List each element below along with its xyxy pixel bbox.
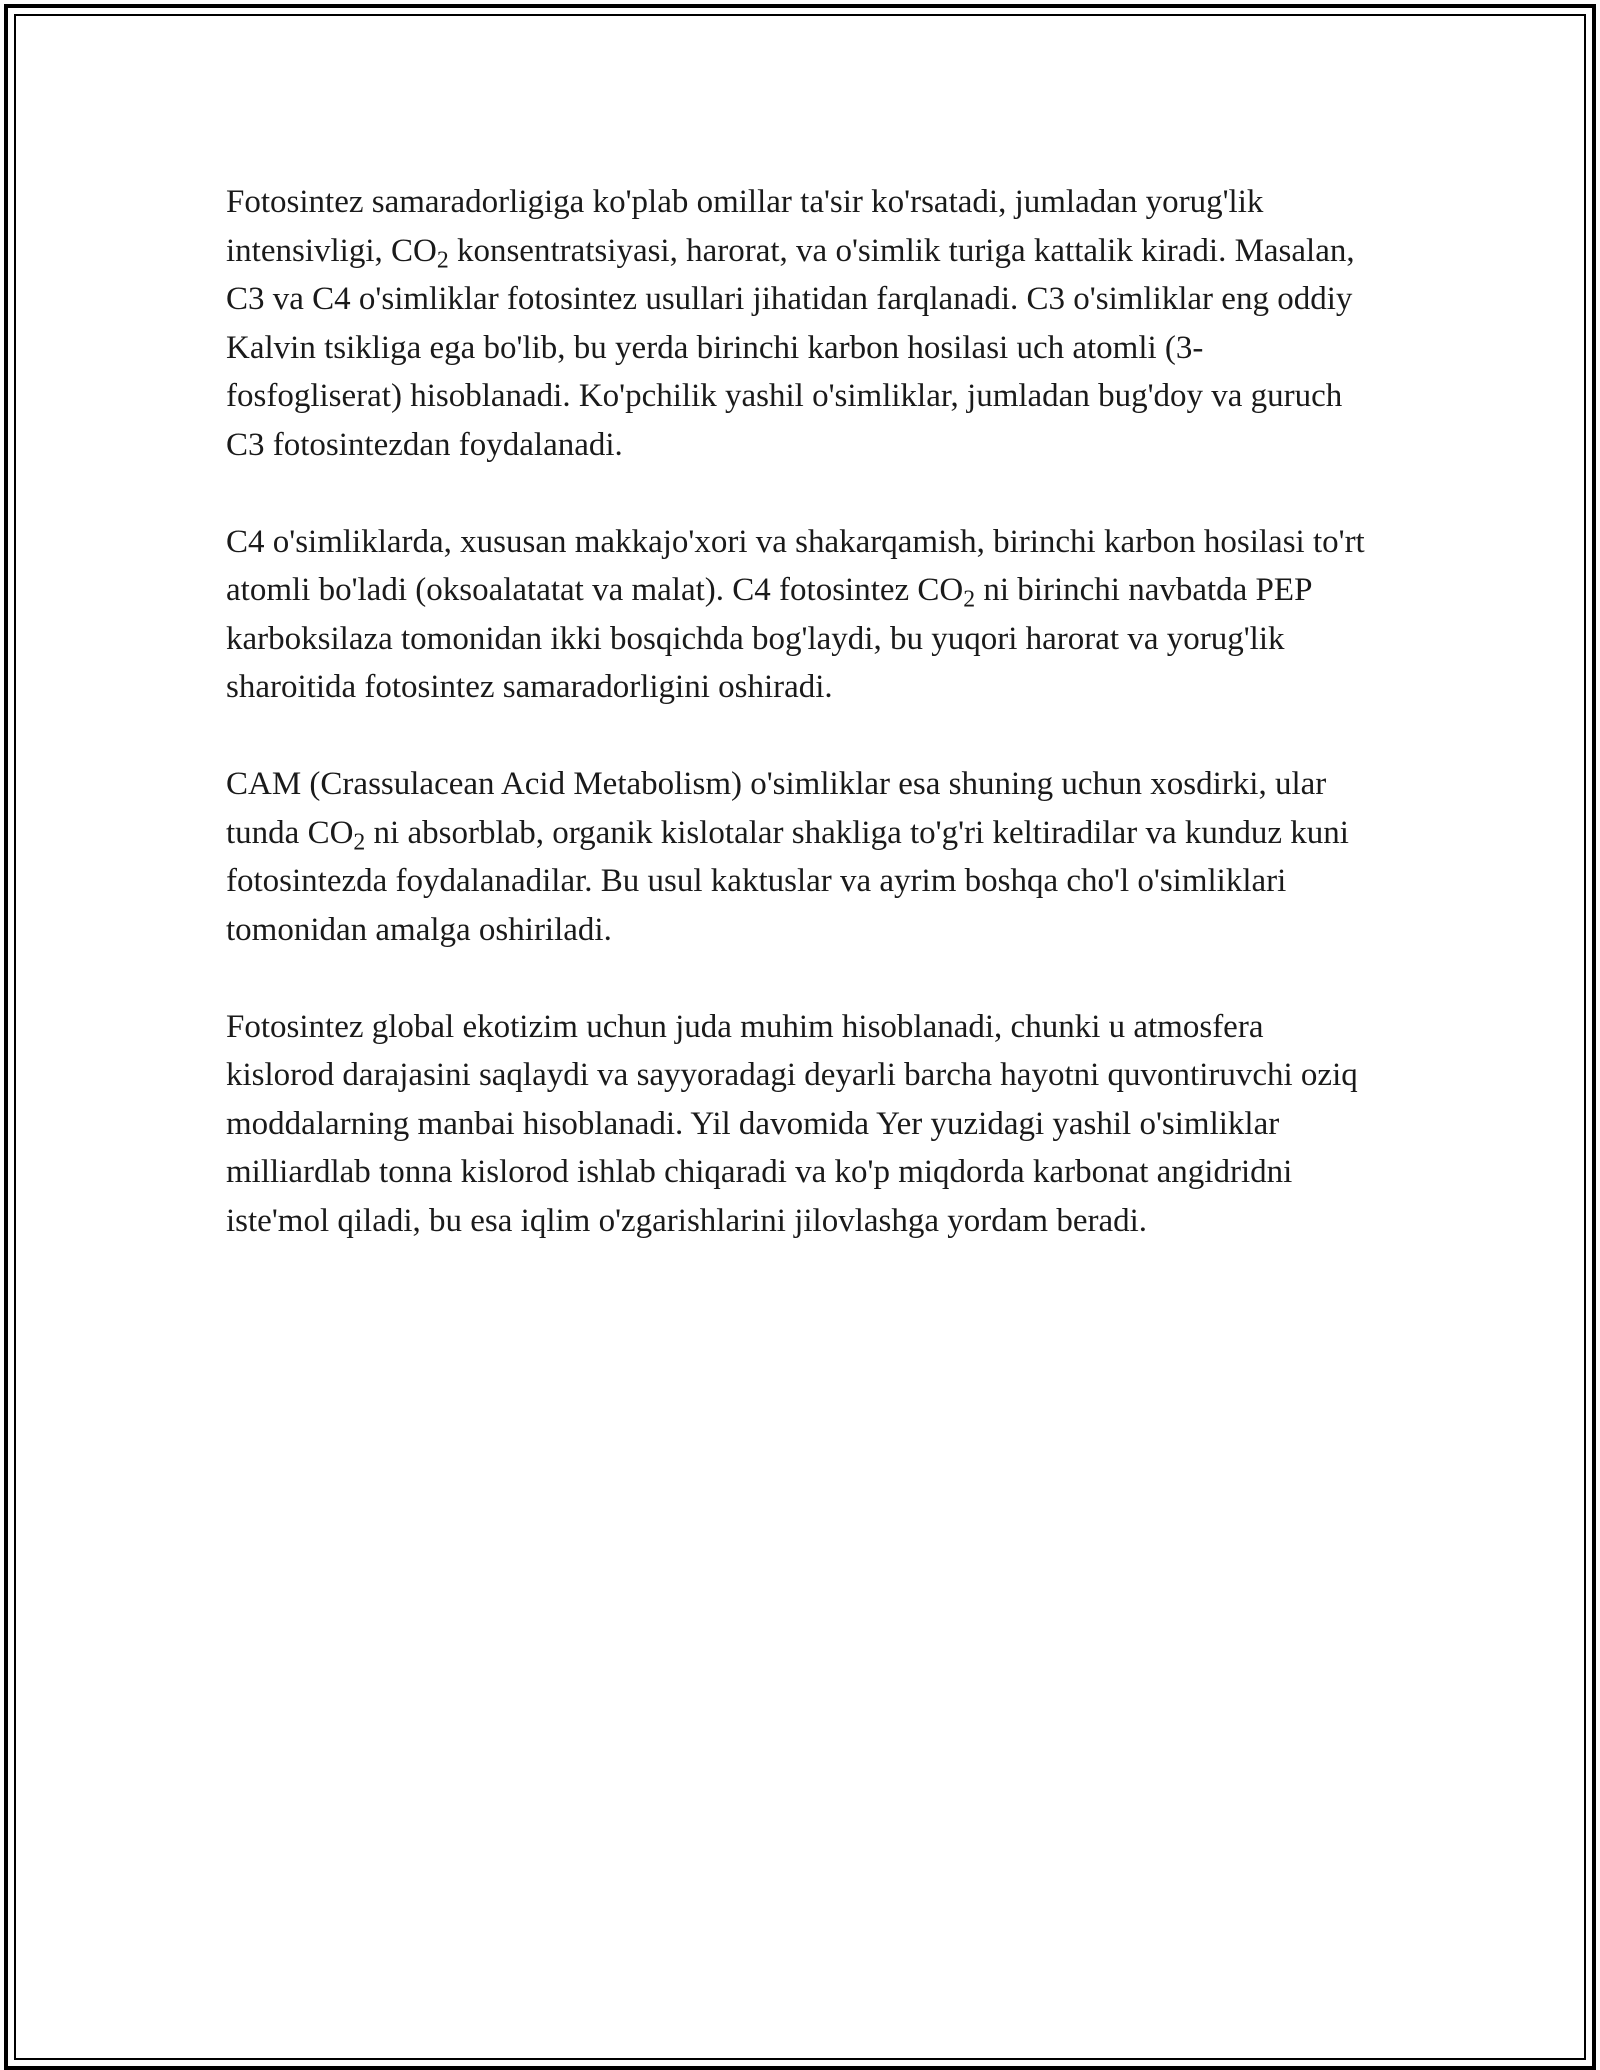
paragraph-3-text-a: CAM (Crassulacean Acid Metabolism) o'simliklar esa shuning uchun xosdirki, ular tunda CO [226, 766, 1327, 851]
paragraph-3-text-b: ni absorblab, organik kislotalar shakliga to'g'ri keltiradilar va kunduz kuni fotosintezda foydalanadilar. Bu usul kaktuslar va ayrim boshqa cho'l o'simliklari tomonidan amalga oshiriladi. [226, 814, 1349, 948]
document-body [226, 178, 1376, 1245]
subscript-2: 2 [963, 586, 976, 613]
paragraph-2 [226, 518, 1376, 712]
paragraph-1-text-b: konsentratsiyasi, harorat, va o'simlik turiga kattalik kiradi. Masalan, C3 va C4 o'simliklar fotosintez usullari jihatidan farqlanadi. C3 o'simliklar eng oddiy Kalvin tsikliga ega bo'lib, bu yerda birinchi karbon hosilasi uch atomli (3-fosfogliserat) hisoblanadi. Ko'pchilik yashil o'simliklar, jumladan bug'doy va guruch C3 fotosintezdan foydalanadi. [226, 232, 1355, 463]
paragraph-4 [226, 1003, 1376, 1246]
paragraph-1 [226, 178, 1376, 469]
paragraph-4-text: Fotosintez global ekotizim uchun juda muhim hisoblanadi, chunki u atmosfera kislorod darajasini saqlaydi va sayyoradagi deyarli barcha hayotni quvontiruvchi oziq moddalarning manbai hisoblanadi. Yil davomida Yer yuzidagi yashil o'simliklar milliardlab tonna kislorod ishlab chiqaradi va ko'p miqdorda karbonat angidridni iste'mol qiladi, bu esa iqlim o'zgarishlarini jilovlashga yordam beradi. [226, 1008, 1358, 1239]
subscript-2: 2 [436, 247, 449, 274]
paragraph-2-text-b: ni birinchi navbatda PEP karboksilaza tomonidan ikki bosqichda bog'laydi, bu yuqori harorat va yorug'lik sharoitida fotosintez samaradorligini oshiradi. [226, 572, 1312, 705]
subscript-2: 2 [353, 829, 366, 856]
paragraph-2-text-a: C4 o'simliklarda, xususan makkajo'xori va shakarqamish, birinchi karbon hosilasi to'rt atomli bo'ladi (oksoalatatat va malat). C4 fotosintez CO [226, 523, 1365, 608]
paragraph-3 [226, 760, 1376, 954]
paragraph-1-text-a: Fotosintez samaradorligiga ko'plab omillar ta'sir ko'rsatadi, jumladan yorug'lik intensivligi, CO [226, 184, 1264, 269]
